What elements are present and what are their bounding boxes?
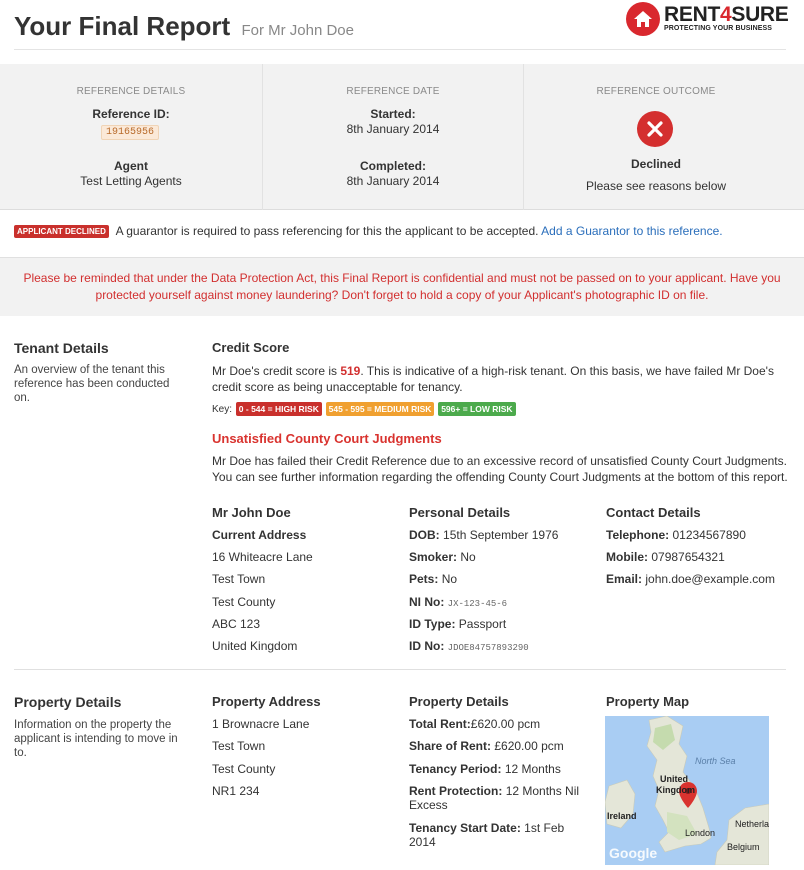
rent-protection-row-cont: Excess <box>409 798 448 812</box>
tenant-details-desc: An overview of the tenant this reference has been conducted on. <box>14 364 170 404</box>
property-map-title: Property Map <box>606 694 690 709</box>
dob-row: DOB: 15th September 1976 <box>409 528 559 542</box>
mobile-row: Mobile: 07987654321 <box>606 550 725 564</box>
rent4sure-logo <box>626 2 788 36</box>
page-subtitle: For Mr John Doe <box>241 22 354 39</box>
map-label-netherlands: Netherla <box>735 819 769 829</box>
share-of-rent-row: Share of Rent: £620.00 pcm <box>409 739 564 753</box>
address-line: United Kingdom <box>212 639 298 653</box>
property-address-line: Test County <box>212 762 276 776</box>
completed-label: Completed: <box>360 159 426 173</box>
applicant-declined-badge: APPLICANT DECLINED <box>14 225 109 238</box>
logo-wordmark: RENT4SURE <box>664 3 789 26</box>
agent-label: Agent <box>114 159 148 173</box>
telephone-row: Telephone: 01234567890 <box>606 528 746 542</box>
outcome-value: Declined <box>630 157 681 171</box>
id-type-row: ID Type: Passport <box>409 617 507 631</box>
map-label-ireland: Ireland <box>607 811 637 821</box>
total-rent-row: Total Rent:£620.00 pcm <box>409 717 541 731</box>
map-label-uk: Kingdom <box>656 785 695 795</box>
reference-date-column <box>262 64 524 210</box>
ni-number-row: NI No: JX-123-45-6 <box>409 595 508 609</box>
property-details-subtitle: Property Details <box>409 694 509 709</box>
map-label-sea: North Sea <box>695 756 736 766</box>
credit-score-text: Mr Doe's credit score is 519. This is indicative of a high-risk tenant. On this basis, we have failed Mr Doe's credit score as being unacceptable for tenancy. <box>212 364 774 394</box>
address-line: Test Town <box>212 572 266 586</box>
map-label-belgium: Belgium <box>727 842 760 852</box>
reference-id-value: 19165956 <box>101 125 159 140</box>
address-line: ABC 123 <box>212 617 261 631</box>
section-divider <box>14 669 786 670</box>
tenant-name: Mr John Doe <box>212 505 291 520</box>
started-value: 8th January 2014 <box>346 122 440 136</box>
credit-score-title: Credit Score <box>212 340 290 355</box>
reference-outcome-heading: REFERENCE OUTCOME <box>596 86 716 97</box>
risk-key-label: Key: <box>212 404 233 415</box>
house-icon <box>626 2 660 36</box>
rent-protection-row: Rent Protection: 12 Months Nil <box>409 784 580 798</box>
risk-key <box>212 402 516 416</box>
reference-summary <box>0 64 804 210</box>
logo-tagline: PROTECTING YOUR BUSINESS <box>664 25 773 32</box>
declined-alert <box>14 224 786 242</box>
pets-row: Pets: No <box>409 572 458 586</box>
personal-details-title: Personal Details <box>409 505 511 520</box>
email-row: Email: john.doe@example.com <box>606 572 775 586</box>
property-address-title: Property Address <box>212 694 321 709</box>
tenant-details-title: Tenant Details <box>14 340 109 356</box>
property-address-line: NR1 234 <box>212 784 260 798</box>
reference-date-heading: REFERENCE DATE <box>346 86 440 97</box>
reference-details-heading: REFERENCE DETAILS <box>76 86 186 97</box>
current-address-label: Current Address <box>212 528 307 542</box>
property-address-line: Test Town <box>212 739 266 753</box>
credit-score-value: 519 <box>340 364 361 378</box>
reference-details-column <box>0 64 262 210</box>
ccj-text: Mr Doe has failed their Credit Reference due to an excessive record of unsatisfied County Court Judgments. You can see further information regarding the offending County Court Judgments at the bottom of this report. <box>212 454 788 484</box>
property-address-line: 1 Brownacre Lane <box>212 717 310 731</box>
started-label: Started: <box>370 107 416 121</box>
contact-details-title: Contact Details <box>606 505 701 520</box>
reference-id-label: Reference ID: <box>92 107 170 121</box>
ccj-title: Unsatisfied County Court Judgments <box>212 431 442 446</box>
property-map[interactable] <box>605 716 769 865</box>
map-label-london: London <box>685 828 716 838</box>
tenancy-start-row-cont: 2014 <box>409 835 436 849</box>
id-number-row: ID No: JDOE84757893290 <box>409 639 529 653</box>
agent-value: Test Letting Agents <box>80 174 182 188</box>
smoker-row: Smoker: No <box>409 550 476 564</box>
google-logo: Google <box>609 845 658 861</box>
property-details-title: Property Details <box>14 694 122 710</box>
completed-value: 8th January 2014 <box>346 174 440 188</box>
high-risk-badge: 0 - 544 = HIGH RISK <box>236 402 322 416</box>
alert-text: A guarantor is required to pass referencing for this the applicant to be accepted. <box>115 224 539 238</box>
data-protection-warning: Please be reminded that under the Data Protection Act, this Final Report is confidential and must not be passed on to your applicant. Have you protected yourself against money laundering? Don't forget to hold a copy of your Applicant's photographic ID on file. <box>0 257 804 316</box>
report-header <box>14 0 789 50</box>
property-details-desc: Information on the property the applicant is intending to move in to. <box>14 719 178 759</box>
map-label-uk: United <box>660 774 688 784</box>
address-line: Test County <box>212 595 276 609</box>
address-line: 16 Whiteacre Lane <box>212 550 313 564</box>
tenancy-start-row: Tenancy Start Date: 1st Feb <box>409 821 565 835</box>
medium-risk-badge: 545 - 595 = MEDIUM RISK <box>326 402 435 416</box>
page-title <box>14 11 354 42</box>
tenancy-period-row: Tenancy Period: 12 Months <box>409 762 561 776</box>
low-risk-badge: 596+ = LOW RISK <box>438 402 515 416</box>
reference-outcome-column <box>524 64 788 210</box>
declined-x-icon <box>637 111 673 147</box>
add-guarantor-link[interactable]: Add a Guarantor to this reference. <box>541 224 723 238</box>
outcome-note: Please see reasons below <box>585 179 727 193</box>
page-title-text: Your Final Report <box>14 11 231 41</box>
